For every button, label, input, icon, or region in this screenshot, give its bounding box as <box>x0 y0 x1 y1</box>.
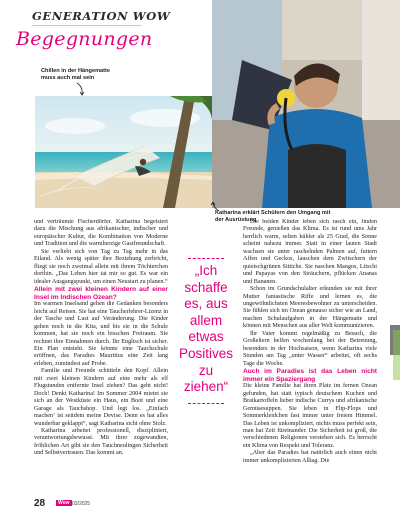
instructor-photo <box>212 0 400 208</box>
quote-line: „Ich <box>194 263 218 278</box>
issue-date: 03/2025 <box>72 501 91 507</box>
pull-quote <box>176 263 236 396</box>
quote-line: Positives <box>178 345 234 361</box>
caption-teaching-line-1: Katharina erklärt Schülern den Umgang mit <box>215 210 331 216</box>
paragraph: Familie und Freunde schütteln den Kopf. Allein mit zwei kleinen Kindern auf eine mehr als elf Flugstunden entfernte Insel ziehen? Das geht nicht! Doch! Denkt Katharina! Im Sommer 2004 mietet sie sich an der Westküste ein Haus, ein Boot und eine Garage als Tauchshop. Und legt los. „Einfach machen‘ ist seitdem meine Devise. Denn es hat alles wunderbar geklappt“, sagt Katharina sicht ohne Stolz. <box>34 368 168 427</box>
quote-divider-bottom <box>188 403 224 404</box>
paragraph: Sie verliebt sich von Tag zu Tag mehr in das Eiland. Als wenig später ihre Beziehung zerbricht, fliegt sie noch zweimal allein mit ihrem Töchterchen dorthin. „Das Leben hier tat mir so gut. Es war ein idealer Ausgangspunkt, um einen Neustart zu planen.“ <box>34 248 168 285</box>
quote-line: ziehen“ <box>183 379 229 395</box>
caption-pointer-arrow-2 <box>210 202 222 212</box>
paragraph: und verträumte Fischerdörfer. Katharina begeistert dazu die Mischung aus afrikanischer, indischer und europäischer Kultur, die Kombination von Moderne und Tradition und die warmherzige Gastfreundschaft. <box>34 219 168 248</box>
hammock-beach-photo <box>35 96 212 208</box>
quote-line: es, aus <box>184 296 228 312</box>
paragraph: Im warmen Inselsand gehen die Gedanken besonders leicht auf Reisen. Sie hat eine Taucherlehrer-Lizenz in der Tasche und Lust auf Veränderung. Die Kinder gehen noch in die Kita, und bis sie in die Schule kommen, hat sie noch ein bisschen Freiraum. Sie rechnet ihre Einnahmen durch. Ihr Englisch ist sicher. Ein Plan entsteht. Sie könnte eine Tauchschule eröffnen, das Paradies Mauritius eine Zeit lang erleben, zumindest auf Probe. <box>34 301 168 367</box>
section-kicker: GENERATION WOW <box>32 9 171 23</box>
paragraph: „Aber das Paradies hat natürlich auch einen nicht immer unkomplizierten Alltag. Die <box>243 450 377 464</box>
quote-divider-top <box>188 258 224 259</box>
paragraph: Die kleine Familie hat ihren Platz im fernen Ozean gefunden, hat statt typisch deutschem Kuchen und Bratkartoffeln lieber indische Currys und afrikanische Gemüsesuppen. Sie leben in Flip-Flops und Sommerkleidchen fast immer unter freiem Himmel. Das Leben ist unkompliziert, nichts muss perfekt sein, man hat Zeit füreinander. Die Sicherheit ist groß, die verschiedenen Religionen verstehen sich. Es herrscht ein Klima von Respekt und Toleranz. <box>243 383 377 449</box>
page-number: 28 <box>34 498 46 509</box>
caption-pointer-arrow <box>75 82 87 96</box>
article-column-left <box>34 219 168 497</box>
caption-hammock <box>41 68 110 82</box>
paragraph: Katharina arbeitet professionell, diszipliniert, verantwortungsbewusst. Mit ihrer zugewandten, fröhlichen Art gibt sie den Tauchneulingen Sicherheit und Selbstvertrauen. Das kommt an. <box>34 427 168 457</box>
caption-hammock-line-1: Chillen in der Hängematte <box>41 68 111 74</box>
quote-line: etwas <box>188 329 224 345</box>
caption-hammock-line-2: muss auch mal sein <box>41 75 95 81</box>
magazine-logo: Wow <box>58 500 70 506</box>
caption-teaching-line-2: der Ausrüstung <box>215 217 257 223</box>
quote-line: zu <box>198 362 214 378</box>
paragraph: Ihr Vater kommt regelmäßig zu Besuch, die Großeltern helfen wochenlang bei der Betreuung, besonders in der Hochsaison, wenn Katharina viele Stunden am Tag „unter Wasser“ arbeitet, oft sechs Tage die Woche. <box>243 330 377 367</box>
article-column-right <box>243 219 377 497</box>
quote-line: schaffe <box>184 279 228 295</box>
quote-line: allem <box>189 312 223 328</box>
subheading: Auch im Paradies ist das Leben nicht immer ein Spaziergang <box>243 368 377 383</box>
page-edge-photo-strip <box>393 330 400 380</box>
subheading: Allein mit zwei kleinen Kindern auf einer Insel im Indischen Ozean? <box>34 286 168 301</box>
kicker-divider <box>32 25 142 26</box>
page-title: Begegnungen <box>16 28 153 50</box>
paragraph: Die beiden Kinder leben sich rasch ein, finden Freunde, genießen das Klima. Es ist rund ums Jahr herrlich warm, selten kühler als 25 Grad, die Sonne scheint nahezu immer. Statt in einer lauten Stadt wachsen sie unter raschelnden Palmen auf, futtern Affen und Geckos, lauschen dem Zwitschern der quietschgrünen Sittiche. Sie naschen Mangos, Litschi und Papayas von den Sträuchern, pflücken Ananas und Bananen. <box>243 219 377 285</box>
paragraph: Schon im Grundschulalter erkunden sie mit ihrer Mutter fantastische Riffe und lernen es, die ungewöhnlichsten Meeresbewohner zu unterscheiden. Sie fühlen sich im Ozean genauso sicher wie an Land, machen Schulaufgaben in der Hängematte und können mit Menschen aus aller Welt kommunizieren. <box>243 286 377 330</box>
